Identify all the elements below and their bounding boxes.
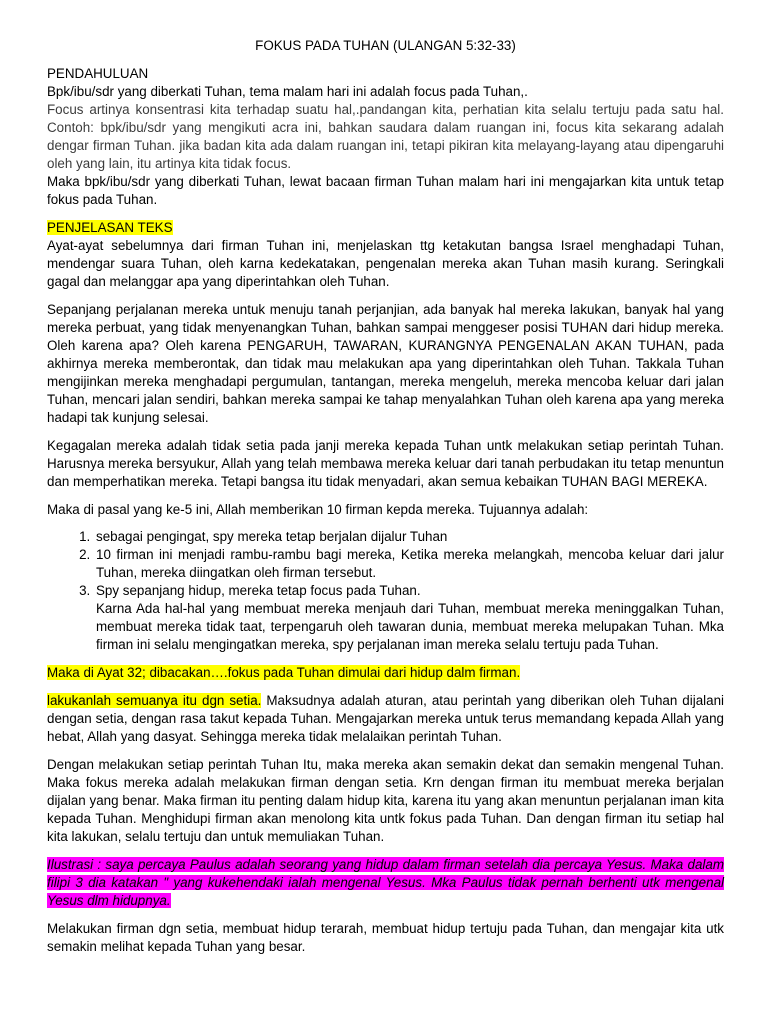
- intro-closing-paragraph: Maka bpk/ibu/sdr yang diberkati Tuhan, lewat bacaan firman Tuhan malam hari ini mengajarkan kita untuk tetap fokus pada Tuhan.: [47, 174, 724, 207]
- setia-highlight: lakukanlah semuanya itu dgn setia.: [47, 693, 262, 708]
- teks-paragraph-3: Kegagalan mereka adalah tidak setia pada janji mereka kepada Tuhan untk melakukan setiap perintah Tuhan. Harusnya mereka bersyukur, Allah yang telah membawa mereka keluar dari tanah perbudakan itu tetap menuntun dan memperhatikan mereka. Tetapi bangsa itu tidak menyadari, akan semua kebaikan TUHAN BAGI MEREKA.: [47, 438, 724, 489]
- dengan-paragraph: Dengan melakukan setiap perintah Tuhan Itu, maka mereka akan semakin dekat dan semakin mengenal Tuhan. Maka fokus mereka adalah melakukan firman dengan setia. Krn dengan firman itu membuat mereka berjalan dijalan yang benar. Maka firman itu penting dalam hidup kita, karena itu yang akan menuntun perjalanan iman kita kepada Tuhan. Menghidupi firman akan menolong kita untk fokus pada Tuhan. Dan dengan firman itu setiap hal kita lakukan, selalu tertuju dan untuk memuliakan Tuhan.: [47, 757, 724, 844]
- ayat32-highlight: Maka di Ayat 32; dibacakan….fokus pada Tuhan dimulai dari hidup dalm firman.: [47, 665, 521, 680]
- teks-paragraph-4: Maka di pasal yang ke-5 ini, Allah memberikan 10 firman kepda mereka. Tujuannya adalah:: [47, 502, 589, 517]
- list-item: [94, 546, 724, 582]
- teks-heading-row: [47, 219, 724, 237]
- ayat32-row: [47, 664, 724, 682]
- document-title: FOKUS PADA TUHAN (ULANGAN 5:32-33): [255, 38, 516, 53]
- purpose-list: [47, 528, 724, 654]
- ilustrasi-highlight: Ilustrasi : saya percaya Paulus adalah seorang yang hidup dalam firman setelah dia percaya Yesus. Maka dalam filipi 3 dia katakan " yang kukehendaki ialah mengenal Yesus. Mka Paulus tidak pernah berhenti utk mengenal Yesus dlm hidupnya.: [47, 857, 724, 908]
- intro-focus-paragraph: Focus artinya konsentrasi kita terhadap suatu hal,.pandangan kita, perhatian kita selalu tertuju pada satu hal. Contoh: bpk/ibu/sdr yang mengikuti acra ini, bahkan saudara dalam ruangan ini, focus kita sekarang adalah dengar firman Tuhan. jika badan kita ada dalam ruangan ini, tetapi pikiran kita melayang-layang atau dipengaruhi oleh yang lain, itu artinya kita tidak focus.: [47, 102, 724, 171]
- teks-paragraph-1: Ayat-ayat sebelumnya dari firman Tuhan ini, menjelaskan ttg ketakutan bangsa Israel menghadapi Tuhan, mendengar suara Tuhan, oleh karna kedekatakan, pengenalan mereka akan Tuhan masih kurang. Seringkali gagal dan melanggar apa yang diperintahkan oleh Tuhan.: [47, 238, 724, 289]
- teks-heading: PENJELASAN TEKS: [47, 220, 173, 235]
- ilustrasi-row: [47, 856, 724, 910]
- list-item-text: 10 firman ini menjadi rambu-rambu bagi mereka, Ketika mereka melangkah, mencoba keluar dari jalur Tuhan, mereka diingatkan oleh firman tersebut.: [96, 547, 724, 580]
- teks-paragraph-2: Sepanjang perjalanan mereka untuk menuju tanah perjanjian, ada banyak hal mereka lakukan, banyak hal yang mereka perbuat, yang tidak menyenangkan Tuhan, bahkan sampai menggeser posisi TUHAN dari hidup mereka. Oleh karena apa? Oleh karena PENGARUH, TAWARAN, KURANGNYA PENGENALAN AKAN TUHAN, pada akhirnya mereka memberontak, dan tidak mau melakukan apa yang diperintahkan oleh Tuhan. Takkala Tuhan mengijinkan mereka menghadapi pergumulan, tantangan, mereka mengeluh, mereka mencoba keluar dari jalan Tuhan, mencari jalan sendiri, bahkan mereka sampai ke tahap menyalahkan Tuhan oleh karena apa yang mereka hadapi tak kunjung selesai.: [47, 302, 724, 425]
- intro-heading: PENDAHULUAN: [47, 66, 149, 81]
- list-item-extra: Karna Ada hal-hal yang membuat mereka menjauh dari Tuhan, membuat mereka meninggalkan Tuhan, membuat mereka tidak taat, terpengaruh oleh tawaran dunia, membuat mereka melupakan Tuhan. Mka firman ini selalu mengingatkan mereka, spy perjalanan iman mereka selalu tertuju pada Tuhan.: [96, 601, 724, 652]
- list-item-text: Spy sepanjang hidup, mereka tetap focus pada Tuhan.: [96, 583, 421, 598]
- closing-paragraph: Melakukan firman dgn setia, membuat hidup terarah, membuat hidup tertuju pada Tuhan, dan mengajar kita utk semakin melihat kepada Tuhan yang besar.: [47, 921, 724, 954]
- list-item: [94, 582, 724, 654]
- setia-rest: Maksudnya adalah aturan, atau perintah yang diberikan oleh Tuhan dijalani dengan setia, dengan rasa takut kepada Tuhan. Mengajarkan mereka untuk terus memandang kepada Allah yang hebat, Allah yang dasyat. Sehingga mereka tidak melalaikan perintah Tuhan.: [47, 693, 724, 744]
- list-item: [94, 528, 724, 546]
- intro-line: Bpk/ibu/sdr yang diberkati Tuhan, tema malam hari ini adalah focus pada Tuhan,.: [47, 84, 528, 99]
- list-item-text: sebagai pengingat, spy mereka tetap berjalan dijalur Tuhan: [96, 529, 448, 544]
- setia-paragraph: [47, 692, 724, 746]
